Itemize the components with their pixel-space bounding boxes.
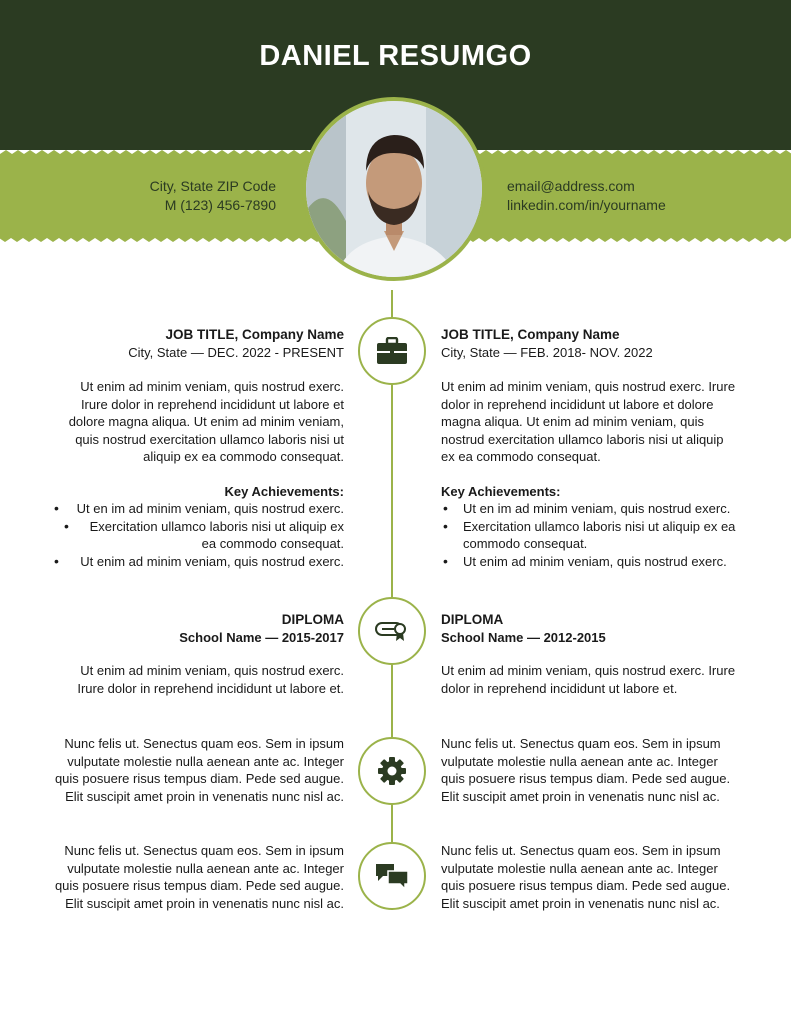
skills-right [441,735,736,805]
degree-title: DIPLOMA [281,612,344,627]
email-text: email@address.com [507,178,635,194]
experience-left [52,326,344,570]
contact-left [150,177,276,215]
education-node [358,597,426,665]
communication-node [358,842,426,910]
communication-left [52,842,344,912]
job-title: JOB TITLE, Company Name [441,327,620,342]
contact-right [507,177,666,215]
job-location-dates: City, State — FEB. 2018- NOV. 2022 [441,344,653,360]
degree-title: DIPLOMA [441,612,504,627]
experience-node [358,317,426,385]
communication-right [441,842,736,912]
experience-right [441,326,736,570]
education-right [441,611,736,697]
achievements-list [52,500,344,570]
school-name: School Name — 2012-2015 [441,629,606,645]
education-description: Ut enim ad minim veniam, quis nostrud exerc. Irure dolor in reprehend incididunt ut labore et. [77,663,344,696]
list-item: • Ut en im ad minim veniam, quis nostrud exerc. [52,500,344,518]
list-item: • Exercitation ullamco laboris nisi ut aliquip ex ea commodo consequat. [52,518,344,553]
candidate-name: DANIEL RESUMGO [259,40,532,72]
achievements-title: Key Achievements: [224,483,344,499]
skills-text: Nunc felis ut. Senectus quam eos. Sem in ipsum vulputate molestie nulla aenean ante ac. Integer quis posuere risus tempus diam. Pede sed augue. Elit suscipit amet proin in venenatis nunc nisl ac. [54,736,344,804]
linkedin-text: linkedin.com/in/yourname [507,197,666,213]
phone-text: M (123) 456-7890 [164,197,276,213]
job-location-dates: City, State — DEC. 2022 - PRESENT [128,344,344,360]
communication-text: Nunc felis ut. Senectus quam eos. Sem in ipsum vulputate molestie nulla aenean ante ac. Integer quis posuere risus tempus diam. Pede sed augue. Elit suscipit amet proin in venenatis nunc nisl ac. [54,843,344,911]
communication-text: Nunc felis ut. Senectus quam eos. Sem in ipsum vulputate molestie nulla aenean ante ac. Integer quis posuere risus tempus diam. Pede sed augue. Elit suscipit amet proin in venenatis nunc nisl ac. [441,843,731,911]
briefcase-icon [376,337,408,365]
profile-photo [306,101,482,277]
list-item: • Exercitation ullamco laboris nisi ut aliquip ex ea commodo consequat. [441,518,736,553]
address-text: City, State ZIP Code [149,178,276,194]
job-title: JOB TITLE, Company Name [165,327,344,342]
gear-icon [377,756,407,786]
skills-left [52,735,344,805]
school-name: School Name — 2015-2017 [179,629,344,645]
skills-text: Nunc felis ut. Senectus quam eos. Sem in ipsum vulputate molestie nulla aenean ante ac. Integer quis posuere risus tempus diam. Pede sed augue. Elit suscipit amet proin in venenatis nunc nisl ac. [441,736,731,804]
list-item: • Ut en im ad minim veniam, quis nostrud exerc. [441,500,736,518]
achievements-list [441,500,736,570]
list-item: • Ut enim ad minim veniam, quis nostrud exerc. [52,553,344,571]
education-left [52,611,344,697]
education-description: Ut enim ad minim veniam, quis nostrud exerc. Irure dolor in reprehend incididunt ut labore et. [441,663,736,696]
job-description: Ut enim ad minim veniam, quis nostrud exerc. Irure dolor in reprehend incididunt ut labore et dolore magna aliqua. Ut enim ad minim veniam, quis nostrud exercitation ullamco laboris nisi ut aliquip ex ea commodo consequat. [68,379,344,464]
skills-node [358,737,426,805]
list-item: • Ut enim ad minim veniam, quis nostrud exerc. [441,553,736,571]
job-description: Ut enim ad minim veniam, quis nostrud exerc. Irure dolor in reprehend incididunt ut labore et dolore magna aliqua. Ut enim ad minim veniam, quis nostrud exercitation ullamco laboris nisi ut aliquip ex ea commodo consequat. [441,379,736,464]
chat-bubbles-icon [374,862,410,890]
achievements-title: Key Achievements: [441,483,561,499]
diploma-icon [374,619,410,643]
